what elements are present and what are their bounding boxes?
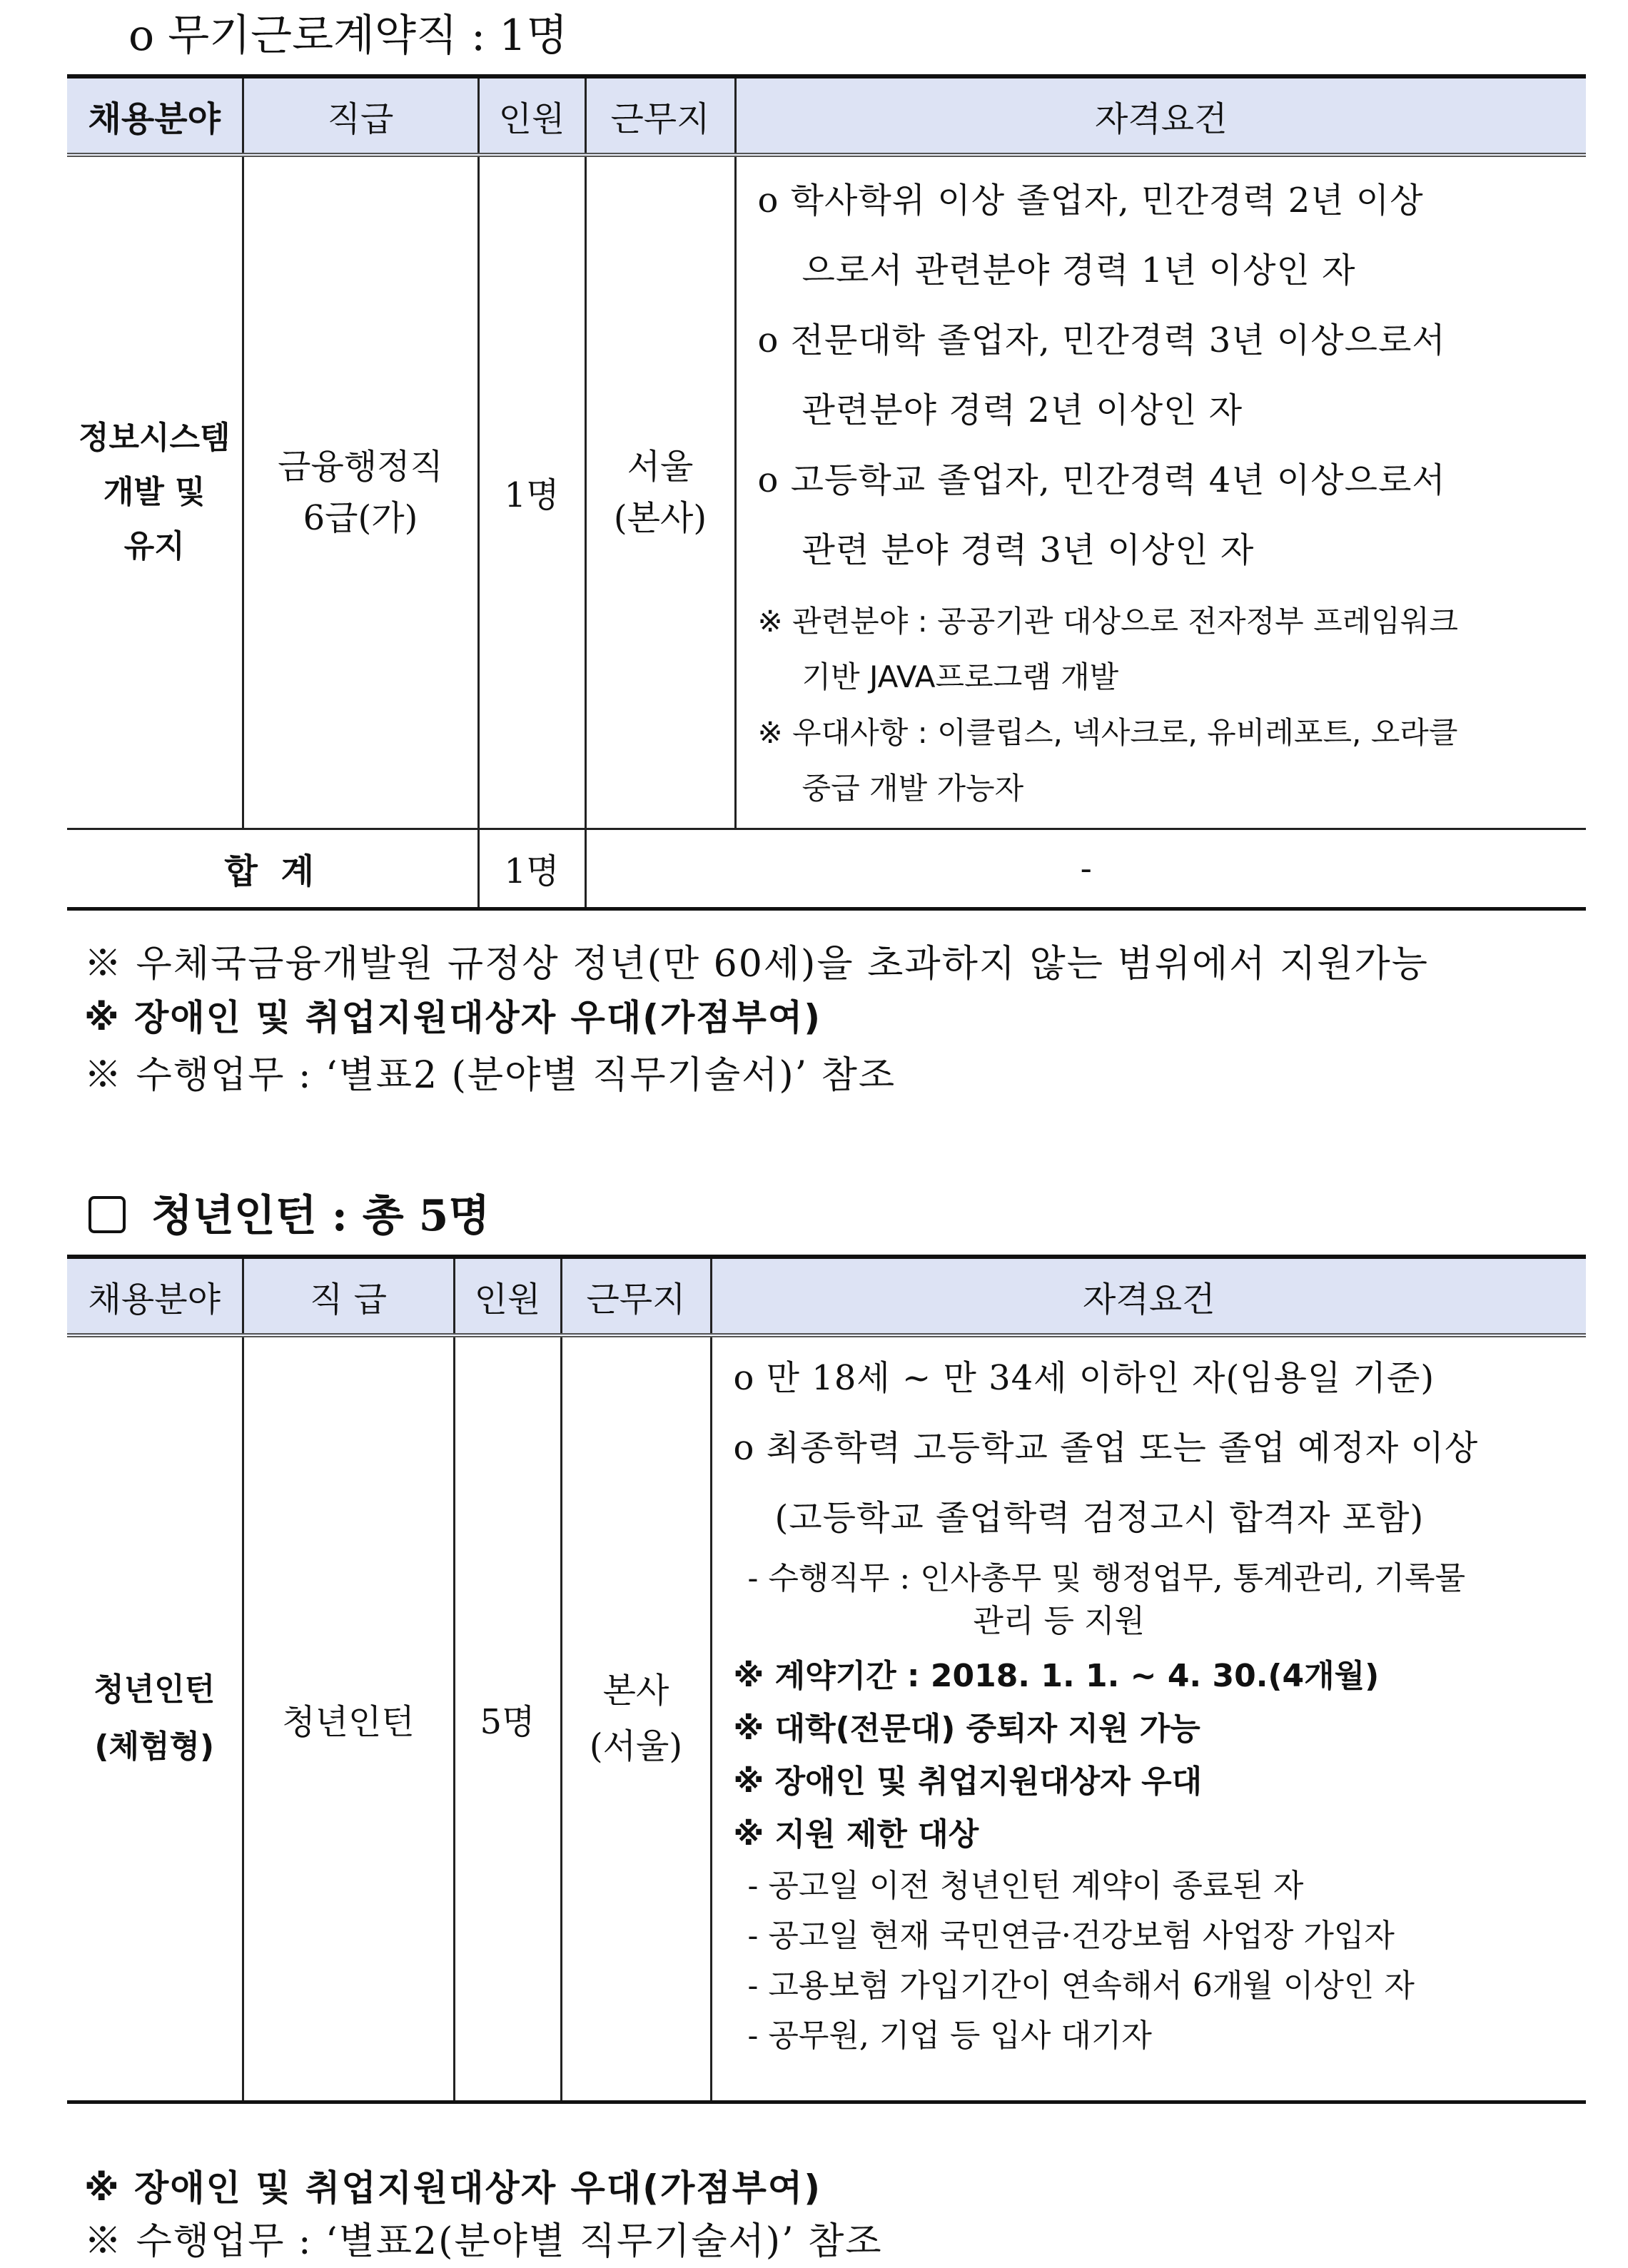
header-count: 인원	[478, 76, 585, 155]
restriction-item: - 공고일 현재 국민연금·건강보험 사업장 가입자	[747, 1918, 1395, 1954]
section1-footnote: ※ 우체국금융개발원 규정상 정년(만 60세)을 초과하지 않는 범위에서 지원가능	[84, 943, 1429, 986]
bold-note: ※ 대학(전문대) 중퇴자 지원 가능	[733, 1711, 1200, 1747]
field-line: 정보시스템	[78, 419, 231, 456]
total-count: 1명	[478, 829, 585, 908]
bold-note: ※ 계약기간 : 2018. 1. 1. ~ 4. 30.(4개월)	[733, 1658, 1380, 1694]
total-rest: -	[585, 829, 1586, 908]
bold-note: ※ 지원 제한 대상	[733, 1816, 979, 1853]
location-line: 서울	[627, 446, 694, 487]
qualifications-cell	[711, 1335, 1586, 2102]
table-header-row	[67, 76, 1586, 155]
checkbox-icon	[89, 1196, 126, 1233]
qualification-item: o 학사학위 이상 졸업자, 민간경력 2년 이상	[757, 181, 1424, 221]
count-cell: 1명	[478, 155, 585, 829]
qualification-item: o 최종학력 고등학교 졸업 또는 졸업 예정자 이상	[733, 1428, 1479, 1468]
duty-line: 관리 등 지원	[973, 1603, 1145, 1639]
duty-line: - 수행직무 : 인사총무 및 행정업무, 통계관리, 기록물	[747, 1560, 1466, 1596]
table-row	[67, 1335, 1586, 2102]
qualification-item: 관련분야 경력 2년 이상인 자	[802, 390, 1243, 430]
grade-cell: 청년인턴	[243, 1335, 454, 2102]
section2-footnote: ※ 수행업무 : ‘별표2(분야별 직무기술서)’ 참조	[84, 2220, 883, 2263]
table-header-row	[67, 1257, 1586, 1335]
qualification-item: (고등학교 졸업학력 검정고시 합격자 포함)	[774, 1498, 1425, 1538]
field-cell	[67, 155, 243, 829]
field-cell	[67, 1335, 243, 2102]
qualification-item: o 전문대학 졸업자, 민간경력 3년 이상으로서	[757, 320, 1446, 360]
header-location: 근무지	[585, 76, 735, 155]
header-location: 근무지	[561, 1257, 711, 1335]
header-grade: 직 급	[243, 1257, 454, 1335]
qualification-note: 기반 JAVA프로그램 개발	[802, 659, 1119, 694]
qualification-note: ※ 우대사항 : 이클립스, 넥사크로, 유비레포트, 오라클	[757, 715, 1458, 750]
header-field: 채용분야	[67, 1257, 243, 1335]
field-line: 청년인턴	[93, 1671, 216, 1708]
grade-line: 금융행정직	[278, 446, 443, 487]
qualification-note: ※ 관련분야 : 공공기관 대상으로 전자정부 프레임워크	[757, 604, 1458, 639]
section1-footnote: ※ 장애인 및 취업지원대상자 우대(가점부여)	[84, 997, 822, 1038]
section1-footnote: ※ 수행업무 : ‘별표2 (분야별 직무기술서)’ 참조	[84, 1054, 896, 1097]
location-line: (서울)	[589, 1726, 683, 1767]
restriction-item: - 공무원, 기업 등 입사 대기자	[747, 2018, 1152, 2054]
qualification-item: 으로서 관련분야 경력 1년 이상인 자	[802, 250, 1356, 290]
location-cell	[585, 155, 735, 829]
restriction-item: - 공고일 이전 청년인턴 계약이 종료된 자	[747, 1868, 1304, 1904]
section1-heading: o 무기근로계약직 : 1명	[128, 11, 568, 61]
bold-note: ※ 장애인 및 취업지원대상자 우대	[733, 1763, 1203, 1800]
grade-line: 6급(가)	[303, 497, 418, 538]
location-line: 본사	[602, 1671, 669, 1711]
section2-footnote: ※ 장애인 및 취업지원대상자 우대(가점부여)	[84, 2167, 822, 2209]
header-qualifications: 자격요건	[711, 1257, 1586, 1335]
section2-table	[67, 1255, 1586, 2104]
qualifications-cell	[735, 155, 1586, 829]
header-count: 인원	[454, 1257, 561, 1335]
header-grade: 직급	[243, 76, 478, 155]
section2-heading-text: 청년인턴 : 총 5명	[151, 1191, 490, 1241]
field-line: 유지	[123, 527, 185, 565]
grade-cell	[243, 155, 478, 829]
location-cell	[561, 1335, 711, 2102]
location-line: (본사)	[613, 497, 707, 538]
qualification-item: o 만 18세 ~ 만 34세 이하인 자(임용일 기준)	[733, 1358, 1435, 1398]
table-row	[67, 155, 1586, 829]
total-row	[67, 829, 1586, 908]
qualification-note: 중급 개발 가능자	[802, 771, 1024, 806]
section2-heading	[89, 1182, 490, 1243]
field-line: 개발 및	[103, 473, 206, 510]
qualification-item: o 고등학교 졸업자, 민간경력 4년 이상으로서	[757, 460, 1446, 500]
field-line: (체험형)	[94, 1728, 215, 1766]
count-cell: 5명	[454, 1335, 561, 2102]
header-qualifications: 자격요건	[735, 76, 1586, 155]
qualification-item: 관련 분야 경력 3년 이상인 자	[802, 530, 1255, 570]
header-field: 채용분야	[67, 76, 243, 155]
restriction-item: - 고용보험 가입기간이 연속해서 6개월 이상인 자	[747, 1968, 1415, 2004]
section1-table	[67, 74, 1586, 911]
total-label: 합 계	[67, 829, 478, 908]
